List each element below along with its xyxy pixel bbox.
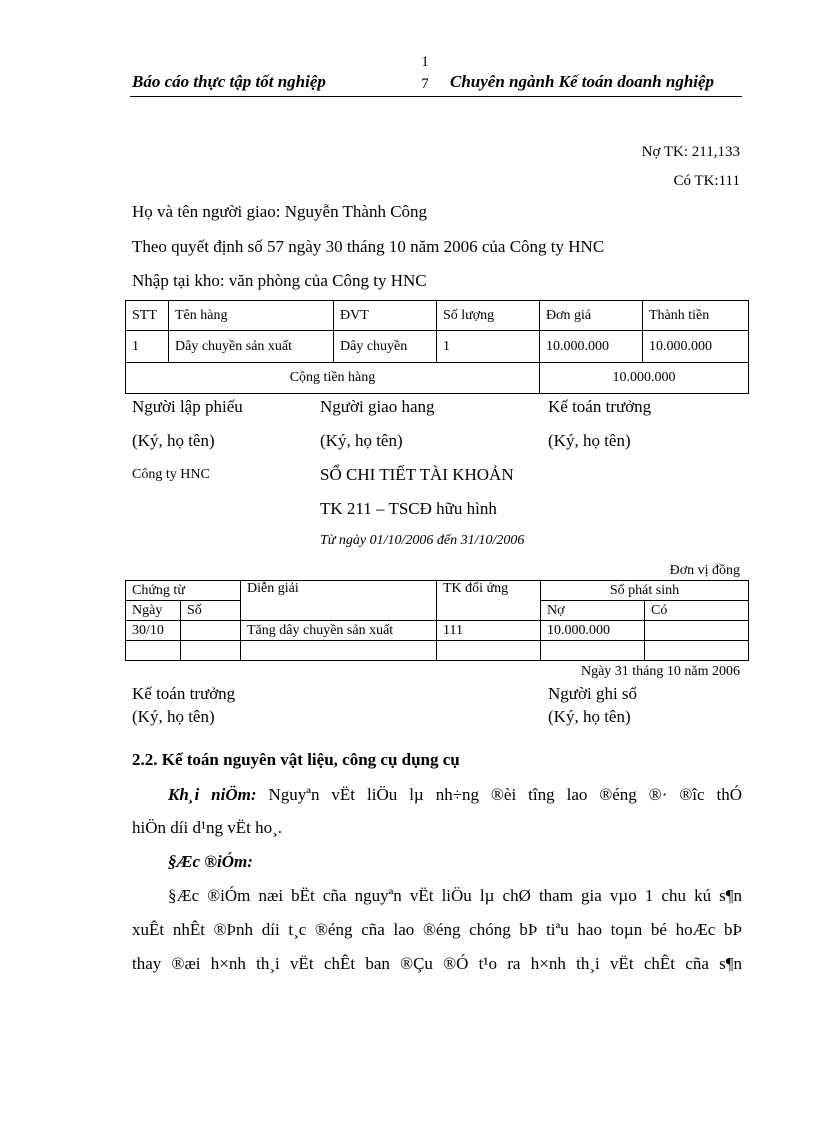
ledger-account: TK 211 – TSCĐ hữu hình xyxy=(320,499,497,518)
concept-paragraph-line1 xyxy=(132,785,742,805)
ledger-chief-accountant-role: Kế toán trưởng xyxy=(132,684,236,703)
cell-number xyxy=(181,641,241,661)
cell-number xyxy=(181,621,241,641)
cell-stt: 1 xyxy=(126,331,169,363)
ledger-header-row xyxy=(126,581,749,601)
col-header-item-name: Tên hàng xyxy=(169,301,334,331)
section-heading: 2.2. Kế toán nguyên vật liệu, công cụ dụng cụ xyxy=(132,750,460,769)
ledger-date-line: Ngày 31 tháng 10 năm 2006 xyxy=(580,664,740,679)
cell-contra-account xyxy=(437,641,541,661)
cell-debit: 10.000.000 xyxy=(541,621,645,641)
warehouse-line: Nhập tại kho: văn phòng của Công ty HNC xyxy=(132,271,427,290)
ledger-recorder-role: Người ghi sổ xyxy=(548,684,638,703)
concept-text-line2: hiÖn díi d¹ng vËt ho¸. xyxy=(132,818,283,837)
col-header-unit: ĐVT xyxy=(334,301,437,331)
receipt-table-header-row xyxy=(126,301,749,331)
col-header-credit: Có xyxy=(645,601,749,621)
signature-chief-accountant-note: (Ký, họ tên) xyxy=(548,431,631,450)
deliverer-line: Họ và tên người giao: Nguyễn Thành Công xyxy=(132,202,428,221)
decision-line: Theo quyết định số 57 ngày 30 tháng 10 năm 2006 của Công ty HNC xyxy=(132,237,605,256)
ledger-table xyxy=(125,580,749,661)
col-header-number: Số xyxy=(181,601,241,621)
cell-unit-price: 10.000.000 xyxy=(540,331,643,363)
col-header-description: Diễn giải xyxy=(241,581,437,621)
page-number-top: 1 xyxy=(421,54,429,70)
ledger-period: Từ ngày 01/10/2006 đến 31/10/2006 xyxy=(320,533,525,548)
credit-account: Có TK:111 xyxy=(673,173,740,189)
receipt-table xyxy=(125,300,749,394)
feature-label: §Æc ®iÓm: xyxy=(168,852,253,871)
cell-quantity: 1 xyxy=(437,331,540,363)
col-header-voucher: Chứng từ xyxy=(126,581,241,601)
signature-preparer-note: (Ký, họ tên) xyxy=(132,431,215,450)
col-header-stt: STT xyxy=(126,301,169,331)
table-row xyxy=(126,621,749,641)
signature-chief-accountant-role: Kế toán trưởng xyxy=(548,397,652,416)
signature-preparer-role: Người lập phiếu xyxy=(132,397,243,416)
ledger-chief-accountant-note: (Ký, họ tên) xyxy=(132,707,215,726)
cell-date: 30/10 xyxy=(126,621,181,641)
table-row xyxy=(126,641,749,661)
col-header-amount: Thành tiền xyxy=(643,301,749,331)
cell-contra-account: 111 xyxy=(437,621,541,641)
table-row xyxy=(126,331,749,363)
cell-description xyxy=(241,641,437,661)
col-header-date: Ngày xyxy=(126,601,181,621)
cell-credit xyxy=(645,621,749,641)
col-header-quantity: Số lượng xyxy=(437,301,540,331)
major-title: Chuyên ngành Kế toán doanh nghiệp xyxy=(450,72,715,91)
page-number-bottom: 7 xyxy=(421,76,429,92)
feature-paragraph-line1 xyxy=(132,886,742,906)
concept-label: Kh¸i niÖm: xyxy=(168,785,257,804)
signature-deliverer-note: (Ký, họ tên) xyxy=(320,431,403,450)
concept-text-line1: Nguyªn vËt liÖu lµ nh÷ng ®èi tîng lao ®éng ®· ®îc thÓ xyxy=(268,785,742,804)
cell-debit xyxy=(541,641,645,661)
col-header-amount-arising: Số phát sinh xyxy=(541,581,749,601)
cell-item-name: Dây chuyền sản xuất xyxy=(169,331,334,363)
header-rule xyxy=(130,96,742,97)
col-header-unit-price: Đơn giá xyxy=(540,301,643,331)
cell-unit: Dây chuyền xyxy=(334,331,437,363)
cell-amount: 10.000.000 xyxy=(643,331,749,363)
report-title: Báo cáo thực tập tốt nghiệp xyxy=(132,72,326,91)
debit-account: Nợ TK: 211,133 xyxy=(641,144,740,160)
total-label: Cộng tiền hàng xyxy=(126,363,540,394)
cell-credit xyxy=(645,641,749,661)
cell-description: Tăng dây chuyền sản xuất xyxy=(241,621,437,641)
signature-deliverer-role: Người giao hang xyxy=(320,397,435,416)
ledger-recorder-note: (Ký, họ tên) xyxy=(548,707,631,726)
total-row xyxy=(126,363,749,394)
ledger-unit: Đơn vị đồng xyxy=(669,563,740,578)
ledger-title: SỔ CHI TIẾT TÀI KHOẢN xyxy=(320,465,514,484)
feature-text-line3: thay ®æi h×nh th¸i vËt chÊt ban ®Çu ®Ó t¹o ra h×nh th¸i vËt chÊt cña s¶n xyxy=(132,954,742,973)
col-header-debit: Nợ xyxy=(541,601,645,621)
total-value: 10.000.000 xyxy=(540,363,749,394)
col-header-contra-account: TK đối ứng xyxy=(437,581,541,621)
cell-date xyxy=(126,641,181,661)
feature-text-line1: §Æc ®iÓm næi bËt cña nguyªn vËt liÖu lµ chØ tham gia vµo 1 chu kú s¶n xyxy=(168,886,742,905)
company-name: Công ty HNC xyxy=(132,467,210,482)
feature-text-line2: xuÊt nhÊt ®Þnh díi t¸c ®éng cña lao ®éng chóng bÞ tiªu hao toµn bé hoÆc bÞ xyxy=(132,920,742,939)
